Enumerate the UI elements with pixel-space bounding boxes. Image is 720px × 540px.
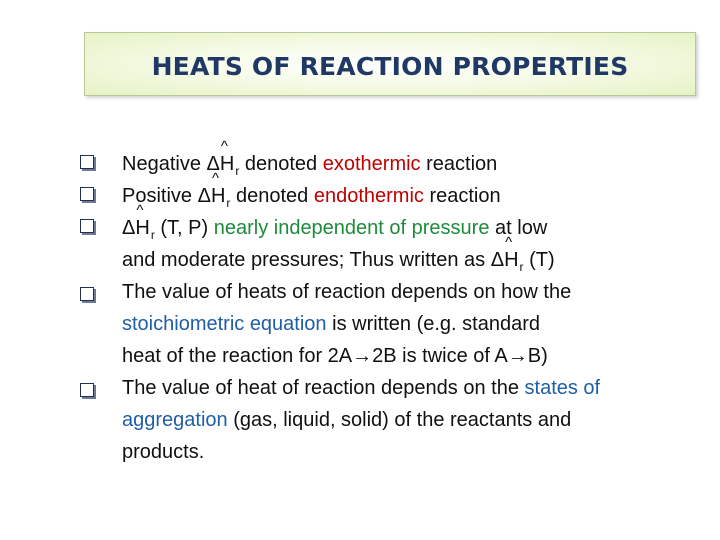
bullet-1: Negative Δ ^ $H_r$ denoted exothermic reaction — [122, 148, 682, 180]
bullet-4: The value of heats of reaction depends on how the — [122, 281, 572, 303]
bullet-5-continuation-1: aggregation (gas, liquid, solid) of the reactants and — [122, 409, 572, 431]
bullet-4-continuation-2: heat of the reaction for 2A→2B is twice of A→B) — [122, 345, 548, 367]
bullet-3-continuation: and moderate pressures; Thus written as Δ ^ $H_r$ (T) — [122, 244, 682, 276]
bullet-marker-5-icon — [80, 383, 94, 397]
exothermic-term: exothermic — [322, 153, 421, 175]
delta-h-r-symbol: Δ ^ $H_r$ — [197, 170, 231, 210]
bullet-5-continuation-2: products. — [122, 441, 205, 463]
stoichiometric-term: stoichiometric equation — [122, 313, 327, 335]
states-term: states of — [524, 377, 601, 399]
delta-h-r-symbol: Δ ^ $H_r$ — [490, 234, 524, 274]
delta-h-r-symbol: Δ ^ $H_r$ — [206, 138, 240, 178]
aggregation-term: aggregation — [122, 409, 228, 431]
bullet-2: Positive Δ ^ $H_r$ denoted endothermic reaction — [122, 180, 682, 212]
bullet-marker-1-icon — [80, 155, 94, 169]
bullet-marker-4-icon — [80, 287, 94, 301]
bullet-3: Δ ^ $H_r$ (T, P) nearly independent of pressure at low — [122, 212, 682, 244]
title-box — [84, 32, 696, 96]
bullet-marker-3-icon — [80, 219, 94, 233]
bullet-4-continuation-1: stoichiometric equation is written (e.g. standard — [122, 313, 540, 335]
bullet-marker-2-icon — [80, 187, 94, 201]
slide-title: HEATS OF REACTION PROPERTIES — [151, 51, 629, 81]
delta-h-r-symbol: Δ ^ $H_r$ — [122, 202, 155, 242]
pressure-term: nearly independent of pressure — [213, 217, 490, 239]
endothermic-term: endothermic — [313, 185, 424, 207]
bullet-5: The value of heat of reaction depends on the states of — [122, 377, 601, 399]
bullet-list — [122, 138, 682, 468]
